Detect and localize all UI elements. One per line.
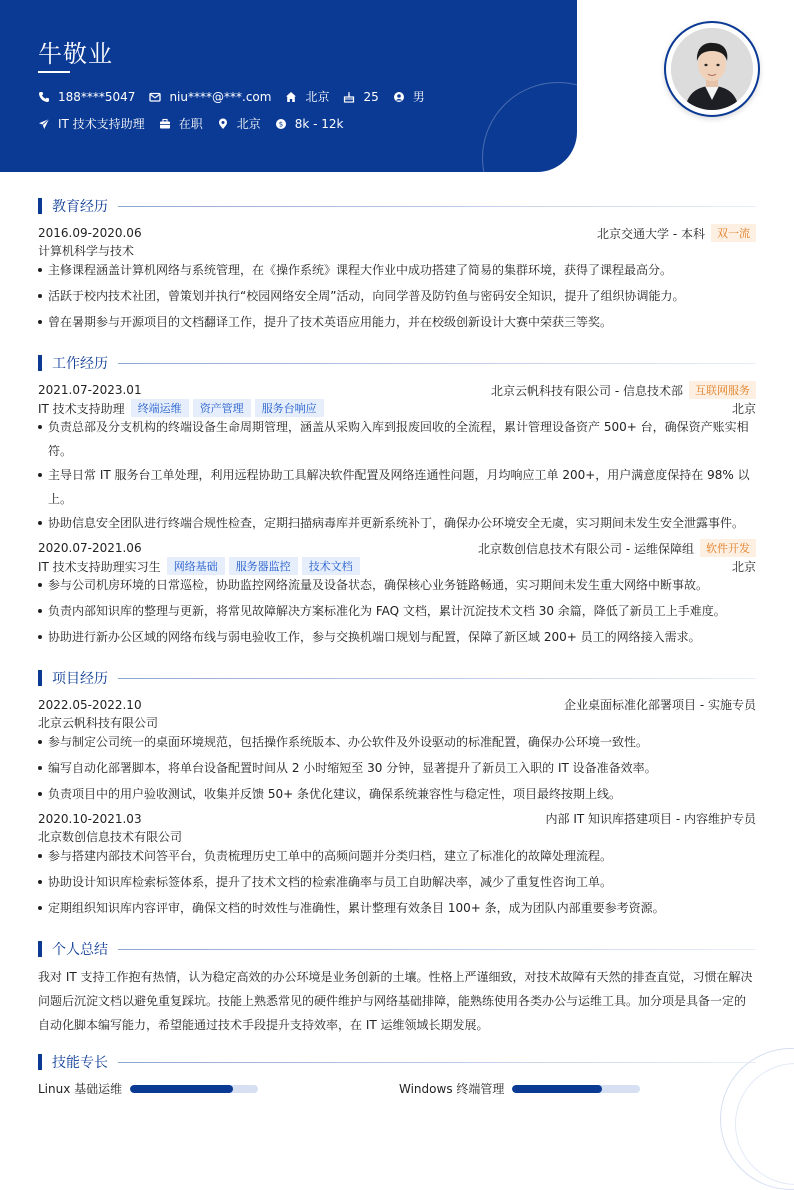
email-text[interactable]: niu****@***.com (169, 89, 272, 104)
work-industry-tag: 软件开发 (700, 539, 756, 557)
project-header-row (38, 696, 756, 713)
skill-bar (130, 1085, 258, 1093)
gender-text: 男 (412, 90, 425, 104)
education-bullet: 主修课程涵盖计算机网络与系统管理，在《操作系统》课程大作业中成功搭建了简易的集群环境，获得了课程最高分。 (38, 258, 758, 282)
work-location: 北京 (731, 401, 756, 416)
cake-icon (343, 91, 355, 103)
project-bullet: 参与制定公司统一的桌面环境规范，包括操作系统版本、办公软件及外设驱动的标准配置，确保办公环境一致性。 (38, 730, 758, 754)
work-industry-tag: 互联网服务 (689, 381, 756, 399)
skill-bar (512, 1085, 640, 1093)
work-bullet: 协助进行新办公区域的网络布线与弱电验收工作，参与交换机端口规划与配置，保障了新区域 200+ 员工的网络接入需求。 (38, 625, 758, 649)
section-title-education (38, 196, 756, 216)
skill-bar-fill (512, 1085, 602, 1093)
section-label: 项目经历 (52, 671, 108, 687)
phone-icon (38, 91, 50, 103)
svg-text:$: $ (278, 120, 283, 129)
header-banner (0, 0, 577, 172)
avatar-frame (664, 21, 760, 117)
section-title-work (38, 353, 756, 373)
salary-text: 8k - 12k (294, 116, 344, 131)
work-title: IT 技术支持助理实习生 (38, 559, 161, 574)
avatar (671, 28, 753, 110)
work-location: 北京 (731, 559, 756, 574)
education-major: 计算机科学与技术 (38, 244, 135, 258)
project-bullet: 定期组织知识库内容评审，确保文档的时效性与准确性，累计整理有效条目 100+ 条，成为团队内部重要参考资源。 (38, 896, 758, 920)
skill-name: Windows 终端管理 (399, 1082, 505, 1096)
project-bullet: 编写自动化部署脚本，将单台设备配置时间从 2 小时缩短至 30 分钟，显著提升了新员工入职的 IT 设备准备效率。 (38, 756, 758, 780)
project-name: 内部 IT 知识库搭建项目 - 内容维护专员 (545, 812, 756, 826)
project-company: 北京云帆科技有限公司 (38, 716, 159, 730)
work-title: IT 技术支持助理 (38, 401, 125, 416)
project-company-row (38, 828, 756, 845)
gender-icon (393, 91, 405, 103)
skill-tag: 网络基础 (167, 557, 225, 575)
city-text: 北京 (305, 90, 330, 104)
skill-tag: 服务台响应 (255, 399, 324, 417)
portrait-image (671, 28, 753, 110)
briefcase-icon (159, 118, 171, 130)
education-tag: 双一流 (711, 224, 756, 242)
money-icon (275, 118, 287, 130)
education-header-row (38, 224, 756, 242)
skill-tag: 服务器监控 (229, 557, 298, 575)
education-major-row (38, 242, 756, 259)
project-date: 2022.05-2022.10 (38, 697, 142, 712)
education-bullet: 活跃于校内技术社团，曾策划并执行“校园网络安全周”活动，向同学普及防钓鱼与密码安全知识，提升了组织协调能力。 (38, 284, 758, 308)
education-school: 北京交通大学 - 本科 (597, 226, 705, 241)
age-text: 25 (363, 89, 379, 104)
project-company: 北京数创信息技术有限公司 (38, 830, 183, 844)
project-name: 企业桌面标准化部署项目 - 实施专员 (564, 698, 756, 712)
mail-icon (149, 91, 161, 103)
skill-item (399, 1080, 640, 1097)
section-label: 工作经历 (52, 356, 108, 372)
skill-name: Linux 基础运维 (38, 1082, 123, 1096)
work-header-row (38, 381, 756, 399)
section-title-skills (38, 1052, 756, 1072)
section-label: 技能专长 (52, 1055, 108, 1071)
work-bullet: 负责总部及分支机构的终端设备生命周期管理，涵盖从采购入库到报废回收的全流程，累计管理设备资产 500+ 台，确保资产账实相符。 (38, 415, 758, 463)
contact-row (38, 88, 439, 105)
work-company: 北京云帆科技有限公司 - 信息技术部 (491, 383, 683, 398)
project-bullet: 参与搭建内部技术问答平台，负责梳理历史工单中的高频问题并分类归档，建立了标准化的故障处理流程。 (38, 844, 758, 868)
skill-tag: 资产管理 (193, 399, 251, 417)
work-date: 2021.07-2023.01 (38, 383, 142, 397)
work-date: 2020.07-2021.06 (38, 541, 142, 555)
work-company: 北京数创信息技术有限公司 - 运维保障组 (478, 541, 694, 556)
candidate-name: 牛敬业 (38, 40, 113, 68)
job-intent-row (38, 115, 357, 132)
phone-text[interactable]: 188****5047 (58, 89, 136, 104)
name-underline (38, 71, 70, 73)
education-bullet: 曾在暑期参与开源项目的文档翻译工作，提升了技术英语应用能力，并在校级创新设计大赛中荣获三等奖。 (38, 310, 758, 334)
project-header-row (38, 810, 756, 827)
home-icon (285, 91, 297, 103)
project-company-row (38, 714, 756, 731)
header-decor-circle (482, 82, 577, 172)
skill-item (38, 1080, 258, 1097)
project-bullet: 负责项目中的用户验收测试，收集并反馈 50+ 条优化建议，确保系统兼容性与稳定性，项目最终按期上线。 (38, 782, 758, 806)
work-bullet: 主导日常 IT 服务台工单处理，利用远程协助工具解决软件配置及网络连通性问题，月均响应工单 200+，用户满意度保持在 98% 以上。 (38, 463, 758, 511)
work-bullet: 负责内部知识库的整理与更新，将常见故障解决方案标准化为 FAQ 文档，累计沉淀技术文档 30 余篇，降低了新员工上手难度。 (38, 599, 758, 623)
education-date: 2016.09-2020.06 (38, 226, 142, 240)
work-bullet: 参与公司机房环境的日常巡检，协助监控网络流量及设备状态，确保核心业务链路畅通，实习期间未发生重大网络中断事故。 (38, 573, 758, 597)
send-icon (38, 118, 50, 130)
skill-bar-fill (130, 1085, 232, 1093)
project-date: 2020.10-2021.03 (38, 811, 142, 826)
work-bullet: 协助信息安全团队进行终端合规性检查，定期扫描病毒库并更新系统补丁，确保办公环境安全无虞，实习期间未发生安全泄露事件。 (38, 511, 758, 535)
summary-text: 我对 IT 支持工作抱有热情，认为稳定高效的办公环境是业务创新的土壤。性格上严谨细致，对技术故障有天然的排查直觉，习惯在解决问题后沉淀文档以避免重复踩坑。技能上熟悉常见的硬件维护与网络基础排障，能熟练使用各类办公与运维工具。加分项是具备一定的自动化脚本编写能力，希望能通过技术手段提升支持效率，在 IT 运维领域长期发展。 (38, 970, 753, 1032)
status-text: 在职 (178, 117, 203, 131)
work-header-row (38, 539, 756, 557)
skill-tag: 技术文档 (302, 557, 360, 575)
skill-tag: 终端运维 (131, 399, 189, 417)
target-city-text: 北京 (236, 117, 261, 131)
section-label: 个人总结 (52, 942, 108, 958)
section-title-project (38, 668, 756, 688)
section-title-summary (38, 939, 756, 959)
job-target-text: IT 技术支持助理 (58, 117, 145, 131)
location-icon (217, 118, 229, 130)
section-label: 教育经历 (52, 199, 108, 215)
project-bullet: 协助设计知识库检索标签体系，提升了技术文档的检索准确率与员工自助解决率，减少了重复性咨询工单。 (38, 870, 758, 894)
